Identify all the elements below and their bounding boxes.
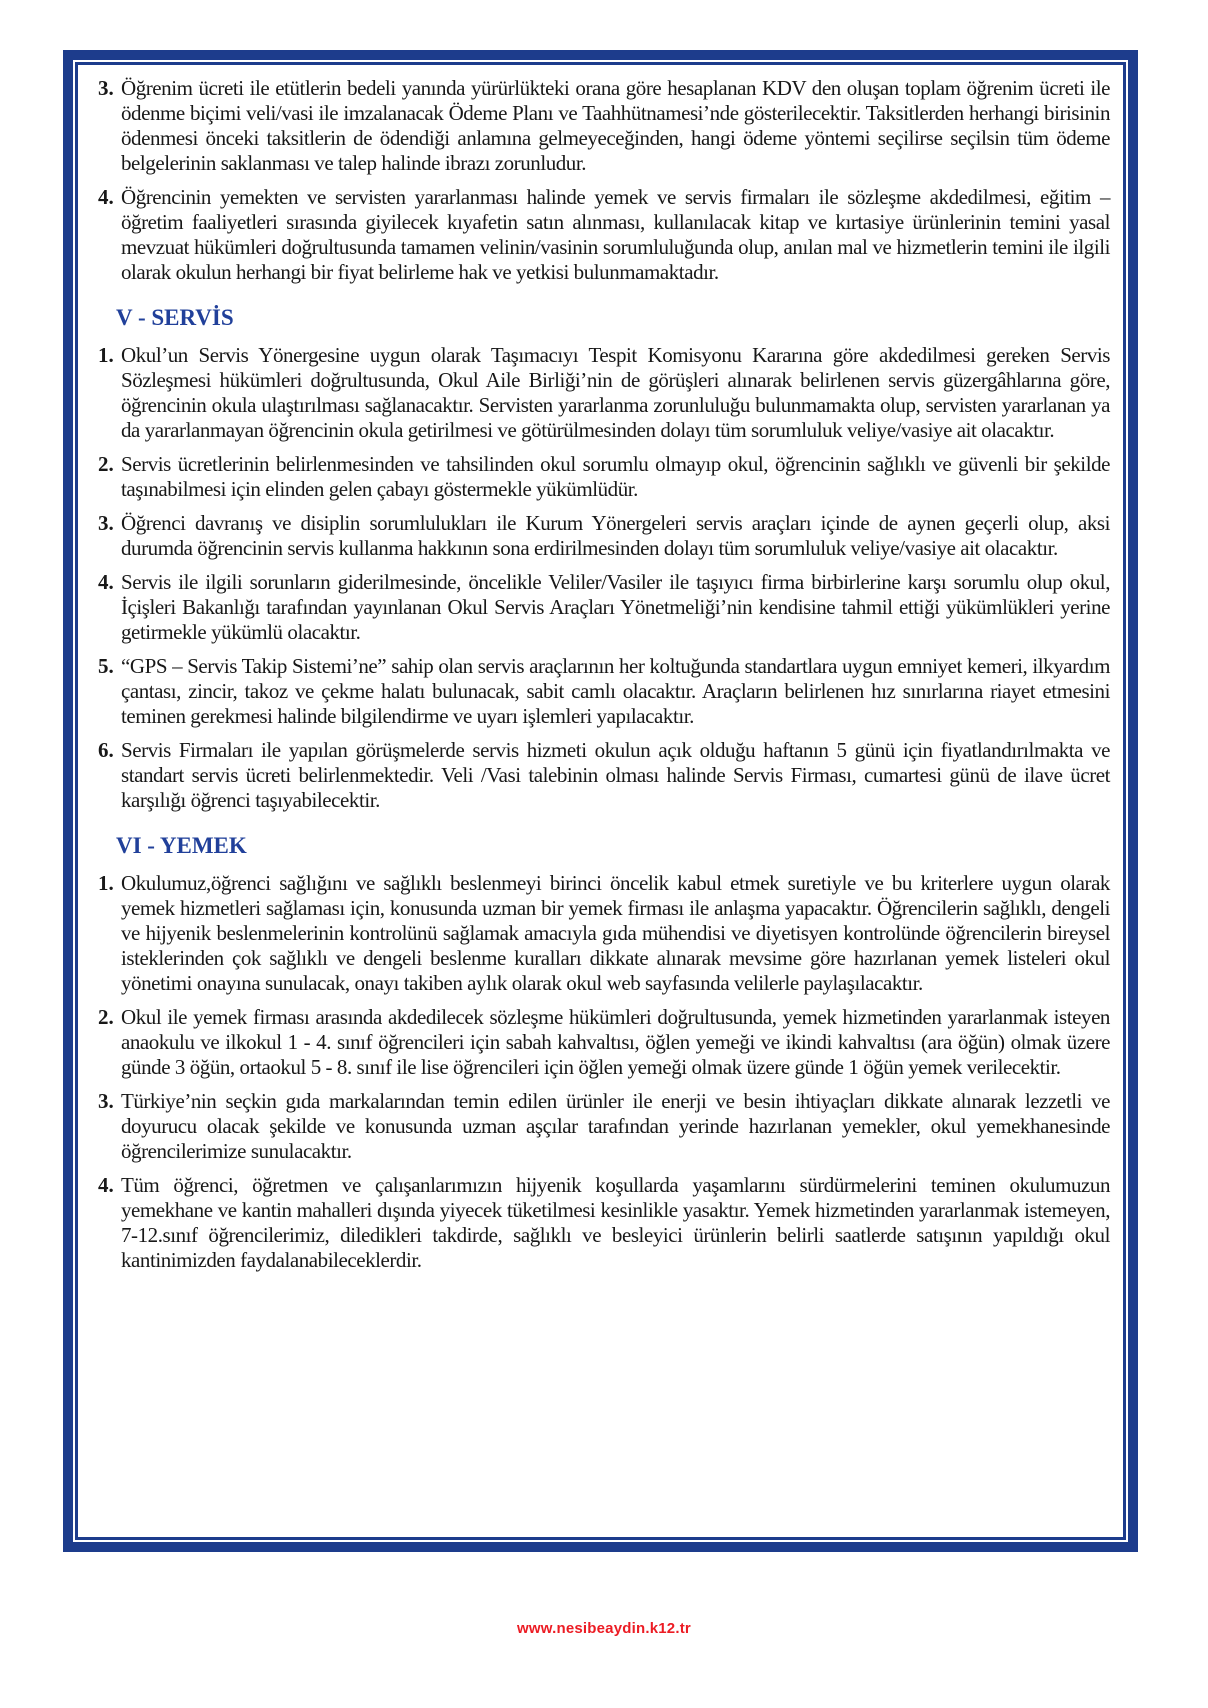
item-number: 5.	[98, 654, 114, 678]
list-item-4	[90, 185, 1110, 285]
list-item-yemek-1	[90, 871, 1110, 996]
list-item-3	[90, 76, 1110, 176]
item-text: Okul ile yemek firması arasında akdedilecek sözleşme hükümleri doğrultusunda, yemek hizmetinden yararlanmak isteyen anaokulu ve ilkokul 1 - 4. sınıf öğrencileri için sabah kahvaltısı, öğlen yemeği ve ikindi kahvaltısı (ara öğün) olmak üzere günde 3 öğün, ortaokul 5 - 8. sınıf ile lise öğrencileri için öğlen yemeği olmak üzere günde 1 öğün yemek verilecektir.	[121, 1005, 1110, 1079]
item-text: Okul’un Servis Yönergesine uygun olarak Taşımacıyı Tespit Komisyonu Kararına göre akdedilmesi gereken Servis Sözleşmesi hükümleri doğrultusunda, Okul Aile Birliği’nin de görüşleri alınarak belirlenen servis güzergâhlarına göre, öğrencinin okula ulaştırılması sağlanacaktır. Servisten yararlanma zorunluluğu bulunmamakta olup, servisten yararlanan ya da yararlanmayan öğrencinin okula getirilmesi ve götürülmesinden dolayı tüm sorumluluk veliye/vasiye ait olacaktır.	[121, 343, 1110, 442]
item-number: 2.	[98, 452, 114, 476]
item-number: 4.	[98, 185, 114, 209]
document-content	[78, 65, 1123, 1537]
footer-url[interactable]: www.nesibeaydin.k12.tr	[517, 1620, 691, 1637]
section-title-servis: V - SERVİS	[116, 305, 234, 330]
item-text: Öğrenci davranış ve disiplin sorumlulukları ile Kurum Yönergeleri servis araçları içinde de aynen geçerli olup, aksi durumda öğrencinin servis kullanma hakkının sona erdirilmesinden dolayı tüm sorumluluk veliye/vasiye ait olacaktır.	[121, 511, 1110, 560]
item-text: Türkiye’nin seçkin gıda markalarından temin edilen ürünler ile enerji ve besin ihtiyaçları dikkate alınarak lezzetli ve doyurucu olacak şekilde ve konusunda uzman aşçılar tarafından yerinde hazırlanan yemekler, okul yemekhanesinde öğrencilerimize sunulacaktır.	[121, 1089, 1110, 1163]
item-text: Öğrenim ücreti ile etütlerin bedeli yanında yürürlükteki orana göre hesaplanan KDV den oluşan toplam öğrenim ücreti ile ödenme biçimi veli/vasi ile imzalanacak Ödeme Planı ve Taahhütnamesi’nde gösterilecektir. Taksitlerden herhangi birisinin ödenmesi önceki taksitlerin de ödendiği anlamına gelmeyeceğinden, hangi ödeme yöntemi seçilirse seçilsin tüm ödeme belgelerinin saklanması ve talep halinde ibrazı zorunludur.	[121, 76, 1110, 175]
list-item-servis-2	[90, 452, 1110, 502]
document-frame-inner	[75, 62, 1126, 1540]
list-item-servis-3	[90, 511, 1110, 561]
item-text: Servis Firmaları ile yapılan görüşmelerde servis hizmeti okulun açık olduğu haftanın 5 günü için fiyatlandırılmakta ve standart servis ücreti belirlenmektedir. Veli /Vasi talebinin olması halinde Servis Firması, cumartesi günü de ilave ücret karşılığı öğrenci taşıyabilecektir.	[121, 738, 1110, 812]
item-number: 2.	[98, 1005, 114, 1029]
item-text: Tüm öğrenci, öğretmen ve çalışanlarımızın hijyenik koşullarda yaşamlarını sürdürmelerini teminen okulumuzun yemekhane ve kantin mahalleri dışında yiyecek tüketilmesi kesinlikle yasaktır. Yemek hizmetinden yararlanmak istemeyen, 7-12.sınıf öğrencilerimiz, diledikleri takdirde, sağlıklı ve besleyici ürünlerin belirli saatlerde satışının yapıldığı okul kantinimizden faydalanabileceklerdir.	[121, 1173, 1110, 1272]
item-text: Servis ücretlerinin belirlenmesinden ve tahsilinden okul sorumlu olmayıp okul, öğrencinin sağlıklı ve güvenli bir şekilde taşınabilmesi için elinden gelen çabayı göstermekle yükümlüdür.	[121, 452, 1110, 501]
page-footer	[0, 1620, 1208, 1638]
list-item-yemek-3	[90, 1089, 1110, 1164]
item-number: 3.	[98, 76, 114, 100]
item-number: 4.	[98, 1173, 114, 1197]
item-text: Okulumuz,öğrenci sağlığını ve sağlıklı beslenmeyi birinci öncelik kabul etmek suretiyle ve bu kriterlere uygun olarak yemek hizmetleri sağlaması için, konusunda uzman bir yemek firması ile anlaşma yapacaktır. Öğrencilerin sağlıklı, dengeli ve hijyenik beslenmelerinin kontrolünü sağlamak amacıyla gıda mühendisi ve diyetisyen kontrolünde öğrencilerin bireysel isteklerinden çok sağlıklı ve dengeli beslenme kuralları dikkate alınarak mevsime göre hazırlanan yemek listeleri okul yönetimi onayına sunulacak, onayı takiben aylık olarak okul web sayfasında velilerle paylaşılacaktır.	[121, 871, 1110, 995]
item-number: 4.	[98, 570, 114, 594]
list-item-yemek-2	[90, 1005, 1110, 1080]
list-item-servis-6	[90, 738, 1110, 813]
item-text: “GPS – Servis Takip Sistemi’ne” sahip olan servis araçlarının her koltuğunda standartlara uygun emniyet kemeri, ilkyardım çantası, zincir, takoz ve çekme halatı bulunacak, sabit camlı olacaktır. Araçların belirlenen hız sınırlarına riayet etmesini teminen gerekmesi halinde bilgilendirme ve uyarı işlemleri yapılacaktır.	[121, 654, 1110, 728]
list-item-yemek-4	[90, 1173, 1110, 1273]
item-number: 1.	[98, 871, 114, 895]
item-text: Servis ile ilgili sorunların giderilmesinde, öncelikle Veliler/Vasiler ile taşıyıcı firma birbirlerine karşı sorumlu olup okul, İçişleri Bakanlığı tarafından yayınlanan Okul Servis Araçları Yönetmeliği’nin kendisine tahmil ettiği yükümlükleri yerine getirmekle yükümlü olacaktır.	[121, 570, 1110, 644]
list-item-servis-1	[90, 343, 1110, 443]
section-title-yemek: VI - YEMEK	[116, 833, 247, 858]
document-frame	[63, 50, 1138, 1552]
item-number: 3.	[98, 1089, 114, 1113]
list-item-servis-4	[90, 570, 1110, 645]
item-number: 1.	[98, 343, 114, 367]
item-number: 3.	[98, 511, 114, 535]
item-number: 6.	[98, 738, 114, 762]
item-text: Öğrencinin yemekten ve servisten yararlanması halinde yemek ve servis firmaları ile sözleşme akdedilmesi, eğitim – öğretim faaliyetleri sırasında giyilecek kıyafetin satın alınması, kullanılacak kitap ve kırtasiye ürünlerinin temini yasal mevzuat hükümleri doğrultusunda tamamen velinin/vasinin sorumluluğunda olup, anılan mal ve hizmetlerin temini ile ilgili olarak okulun herhangi bir fiyat belirleme hak ve yetkisi bulunmamaktadır.	[121, 185, 1110, 284]
list-item-servis-5	[90, 654, 1110, 729]
